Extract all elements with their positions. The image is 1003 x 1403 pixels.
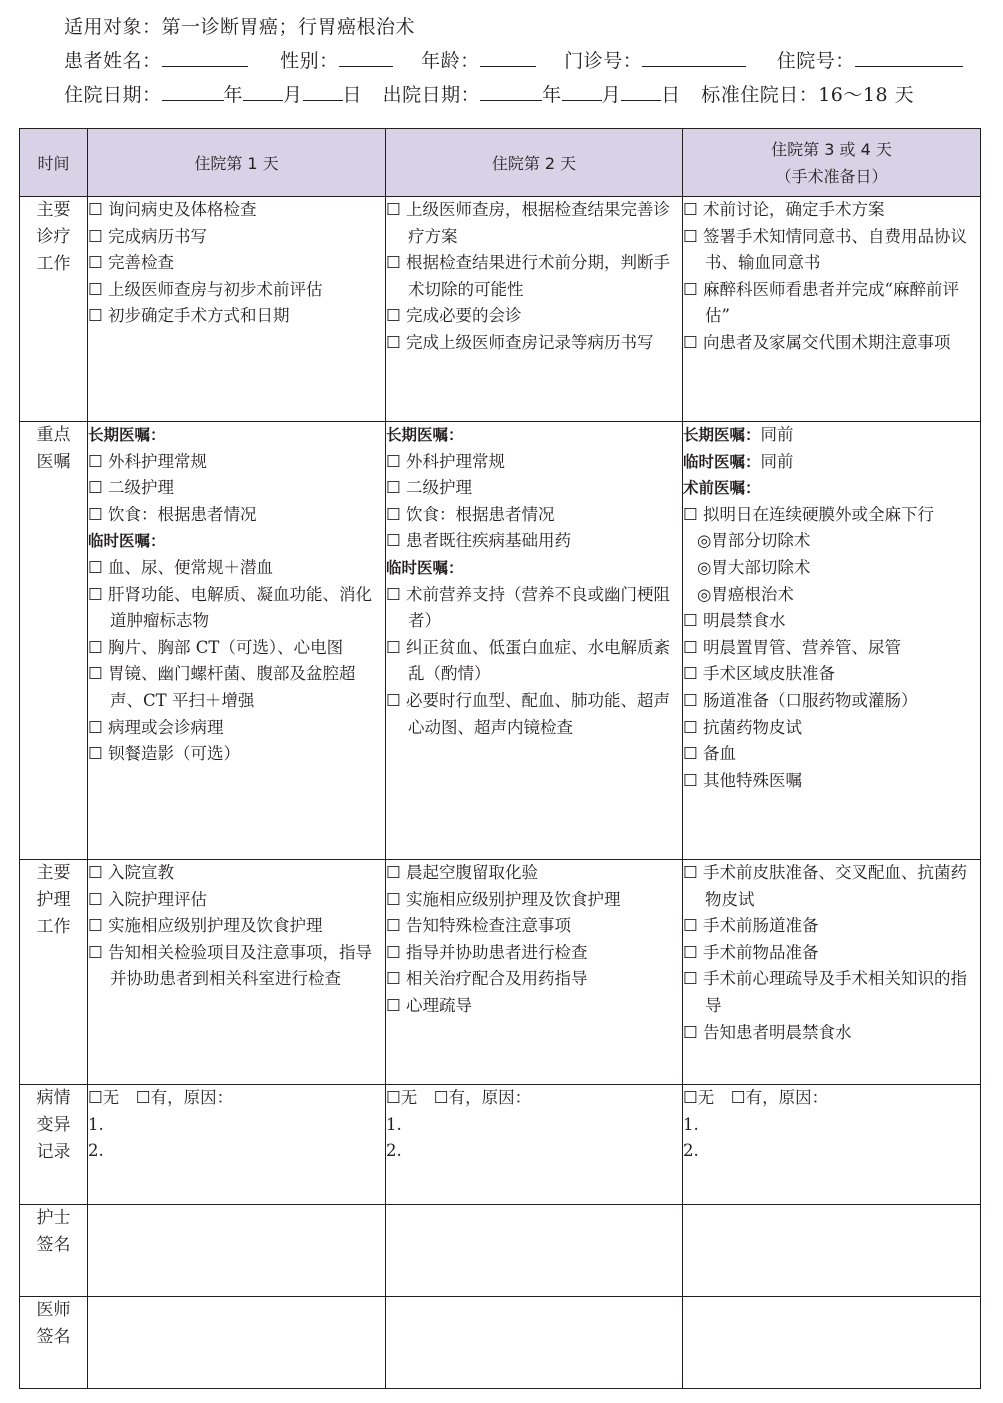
checklist-item[interactable]: ☐ 完成上级医师查房记录等病历书写 (386, 332, 654, 352)
checklist-item[interactable]: ☐ 病理或会诊病理 (88, 717, 224, 737)
checklist-item[interactable]: ☐ 根据检查结果进行术前分期，判断手术切除的可能性 (386, 253, 671, 299)
patient-name-field[interactable] (162, 50, 248, 67)
checklist-item[interactable]: ☐ 其他特殊医嘱 (683, 770, 803, 790)
temporary-orders-label: 临时医嘱： (386, 558, 464, 577)
checklist-item[interactable]: ☐ 麻醉科医师看患者并完成“麻醉前评估” (683, 279, 959, 326)
checklist-item[interactable]: ☐ 完成病历书写 (88, 226, 208, 246)
doctor-signature-day2[interactable] (386, 1297, 683, 1389)
checklist-item[interactable]: ☐ 入院护理评估 (88, 889, 208, 909)
preop-orders-label: 术前医嘱： (683, 479, 761, 498)
year-label: 年 (223, 84, 244, 106)
checklist-item[interactable]: ☐ 告知相关检验项目及注意事项，指导并协助患者到相关科室进行检查 (88, 942, 373, 989)
year-label: 年 (542, 84, 562, 106)
discharge-month-field[interactable] (562, 84, 602, 101)
checklist-item[interactable]: ☐ 钡餐造影（可选） (88, 744, 241, 764)
checklist-item[interactable]: ☐ 二级护理 (386, 478, 473, 498)
nurse-signature-day1[interactable] (88, 1205, 386, 1297)
header-day1: 住院第 1 天 (88, 129, 386, 197)
diagnosis-day2 (386, 197, 683, 422)
age-field[interactable] (480, 50, 536, 67)
variation-reason-1[interactable]: 1. (88, 1114, 104, 1134)
inpatient-no-label: 住院号： (776, 50, 855, 72)
admission-day-field[interactable] (303, 84, 343, 101)
row-key-orders (20, 422, 981, 860)
table-header-row (20, 129, 981, 197)
checklist-item[interactable]: ☐ 胃镜、幽门螺杆菌、腹部及盆腔超声、CT 平扫＋增强 (88, 664, 356, 710)
checklist-item[interactable]: ☐ 向患者及家属交代围术期注意事项 (683, 332, 951, 352)
checklist-item[interactable]: ☐ 相关治疗配合及用药指导 (386, 969, 588, 989)
variation-day3 (683, 1085, 981, 1205)
variation-day1 (88, 1085, 386, 1205)
long-term-orders-label: 长期医嘱： (88, 426, 166, 444)
checklist-item[interactable]: ☐ 手术区域皮肤准备 (683, 664, 836, 684)
temporary-orders-line (683, 449, 980, 476)
admission-month-field[interactable] (243, 84, 283, 101)
checklist-item[interactable]: ☐ 饮食：根据患者情况 (386, 504, 555, 524)
row-label: 护士 签名 (20, 1205, 88, 1297)
orders-day2 (386, 422, 683, 860)
row-label: 重点 医嘱 (20, 422, 88, 860)
checklist-item[interactable]: ☐ 患者既往疾病基础用药 (386, 531, 572, 551)
row-doctor-signature (20, 1297, 981, 1389)
checklist-item[interactable]: ☐ 完成必要的会诊 (386, 306, 522, 326)
variation-reason-1[interactable]: 1. (683, 1114, 699, 1134)
orders-day3 (683, 422, 981, 860)
variation-day2 (386, 1085, 683, 1205)
row-label: 主要 诊疗 工作 (20, 197, 88, 422)
patient-info-line (64, 46, 963, 73)
variation-options[interactable]: ☐无 ☐有，原因： (683, 1088, 829, 1107)
variation-reason-2[interactable]: 2. (386, 1141, 402, 1161)
row-label: 医师 签名 (20, 1297, 88, 1389)
month-label: 月 (283, 84, 303, 106)
discharge-year-field[interactable] (480, 84, 542, 101)
checklist-item[interactable]: ☐ 实施相应级别护理及饮食护理 (88, 916, 323, 936)
checklist-item[interactable]: ☐ 完善检查 (88, 253, 175, 273)
variation-options[interactable]: ☐无 ☐有，原因： (386, 1088, 532, 1107)
variation-options[interactable]: ☐无 ☐有，原因： (88, 1088, 234, 1107)
checklist-item[interactable]: ☐ 术前讨论，确定手术方案 (683, 200, 885, 219)
checklist-item[interactable]: ☐ 初步确定手术方式和日期 (88, 306, 290, 326)
applicable-subject: 适用对象：第一诊断胃癌；行胃癌根治术 (64, 16, 416, 38)
checklist-item[interactable]: ☐ 心理疏导 (386, 995, 473, 1015)
checklist-item[interactable]: ☐ 明晨置胃管、营养管、尿管 (683, 637, 902, 657)
surgery-option[interactable]: ◎胃部分切除术 (697, 531, 811, 551)
header-day3: 住院第 3 或 4 天 （手术准备日） (683, 129, 981, 197)
row-main-nursing (20, 860, 981, 1085)
day-label: 日 (342, 84, 363, 106)
surgery-option[interactable]: ◎胃癌根治术 (697, 584, 794, 604)
checklist-item[interactable]: ☐ 告知特殊检查注意事项 (386, 916, 572, 936)
checklist-item[interactable]: ☐ 晨起空腹留取化验 (386, 863, 539, 882)
header-time: 时间 (20, 129, 88, 197)
variation-reason-1[interactable]: 1. (386, 1114, 402, 1134)
checklist-item[interactable]: ☐ 外科护理常规 (88, 451, 208, 471)
checklist-item[interactable]: ☐ 手术前肠道准备 (683, 916, 819, 936)
month-label: 月 (601, 84, 622, 106)
checklist-item[interactable]: ☐ 备血 (683, 744, 737, 764)
checklist-item[interactable]: ☐ 肝肾功能、电解质、凝血功能、消化道肿瘤标志物 (88, 584, 373, 631)
checklist-item[interactable]: ☐ 入院宣教 (88, 863, 175, 882)
age-label: 年龄： (421, 50, 480, 72)
checklist-item[interactable]: ☐ 上级医师查房，根据检查结果完善诊疗方案 (386, 200, 671, 246)
patient-name-label: 患者姓名： (64, 50, 162, 72)
discharge-date-label: 出院日期： (382, 84, 481, 106)
standard-stay: 标准住院日：16～18 天 (701, 84, 915, 106)
long-term-orders-label: 长期医嘱： (386, 426, 464, 444)
row-variation-record (20, 1085, 981, 1205)
diagnosis-day3 (683, 197, 981, 422)
day-label: 日 (661, 84, 681, 106)
checklist-item[interactable]: ☐ 抗菌药物皮试 (683, 717, 803, 737)
admission-date-label: 住院日期： (64, 84, 162, 106)
nursing-day2 (386, 860, 683, 1085)
header-day2: 住院第 2 天 (386, 129, 683, 197)
row-main-diagnosis (20, 197, 981, 422)
diagnosis-day1 (88, 197, 386, 422)
checklist-item[interactable]: ☐ 告知患者明晨禁食水 (683, 1022, 852, 1042)
orders-day1 (88, 422, 386, 860)
long-term-orders-value: 同前 (760, 425, 794, 444)
checklist-item[interactable]: ☐ 手术前心理疏导及手术相关知识的指导 (683, 969, 968, 1015)
clinical-pathway-table (19, 128, 981, 1389)
checklist-item[interactable]: ☐ 必要时行血型、配血、肺功能、超声心动图、超声内镜检查 (386, 690, 671, 737)
checklist-item[interactable]: ☐ 上级医师查房与初步术前评估 (88, 279, 323, 299)
inpatient-no-field[interactable] (855, 50, 963, 67)
row-label: 主要 护理 工作 (20, 860, 88, 1085)
row-label: 病情 变异 记录 (20, 1085, 88, 1205)
clinic-no-label: 门诊号： (564, 50, 643, 72)
doctor-signature-day3[interactable] (683, 1297, 981, 1389)
checklist-item[interactable]: ☐ 二级护理 (88, 478, 175, 498)
checklist-item[interactable]: ☐ 询问病史及体格检查 (88, 200, 257, 219)
nursing-day1 (88, 860, 386, 1085)
nursing-day3 (683, 860, 981, 1085)
checklist-item[interactable]: ☐ 实施相应级别护理及饮食护理 (386, 889, 621, 909)
checklist-item[interactable]: ☐ 拟明日在连续硬膜外或全麻下行 (683, 504, 935, 524)
long-term-orders-label: 长期医嘱： (683, 426, 761, 444)
checklist-item[interactable]: ☐ 饮食：根据患者情况 (88, 504, 257, 524)
gender-field[interactable] (339, 50, 393, 67)
checklist-item[interactable]: ☐ 手术前物品准备 (683, 942, 819, 962)
admission-year-field[interactable] (162, 84, 224, 101)
temporary-orders-label: 临时医嘱： (88, 532, 166, 551)
temporary-orders-value: 同前 (760, 451, 794, 471)
variation-reason-2[interactable]: 2. (88, 1141, 104, 1161)
checklist-item[interactable]: ☐ 纠正贫血、低蛋白血症、水电解质紊乱（酌情） (386, 637, 671, 684)
nurse-signature-day3[interactable] (683, 1205, 981, 1297)
checklist-item[interactable]: ☐ 胸片、胸部 CT（可选）、心电图 (88, 637, 344, 657)
row-nurse-signature (20, 1205, 981, 1297)
checklist-item[interactable]: ☐ 指导并协助患者进行检查 (386, 942, 588, 962)
long-term-orders-line (683, 422, 980, 449)
date-info-line (64, 80, 914, 107)
surgery-option[interactable]: ◎胃大部切除术 (697, 557, 811, 577)
checklist-item[interactable]: ☐ 签署手术知情同意书、自费用品协议书、输血同意书 (683, 226, 968, 273)
gender-label: 性别： (280, 50, 339, 72)
nurse-signature-day2[interactable] (386, 1205, 683, 1297)
variation-reason-2[interactable]: 2. (683, 1141, 699, 1161)
checklist-item[interactable]: ☐ 外科护理常规 (386, 451, 506, 471)
temporary-orders-label: 临时医嘱： (683, 452, 761, 471)
checklist-item[interactable]: ☐ 术前营养支持（营养不良或幽门梗阻者） (386, 584, 671, 631)
clinic-no-field[interactable] (642, 50, 746, 67)
checklist-item[interactable]: ☐ 手术前皮肤准备、交叉配血、抗菌药物皮试 (683, 863, 968, 909)
discharge-day-field[interactable] (621, 84, 661, 101)
doctor-signature-day1[interactable] (88, 1297, 386, 1389)
checklist-item[interactable]: ☐ 血、尿、便常规＋潜血 (88, 557, 274, 577)
checklist-item[interactable]: ☐ 明晨禁食水 (683, 611, 786, 631)
checklist-item[interactable]: ☐ 肠道准备（口服药物或灌肠） (683, 690, 918, 710)
